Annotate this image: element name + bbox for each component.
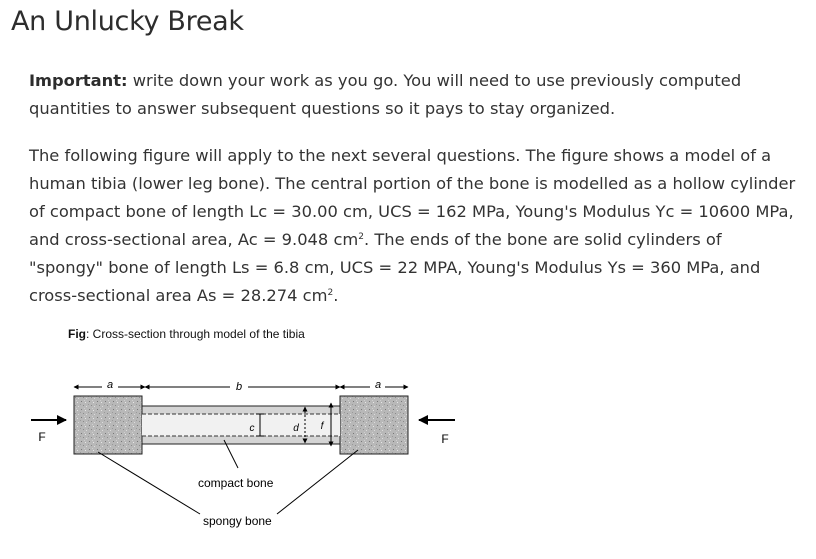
description-part-3: . (333, 286, 339, 305)
description-part-1: The following figure will apply to the next several questions. The figure shows a model of a human tibia (lower leg bone). The central portion of the bone is modelled as a hollow cylinder of compact bone of length Lc = 30.00 cm, UCS = 162 MPa, Young's Modulus Yc = 10600 MPa, and cross-sectional area, Ac = 9.048 cm (29, 146, 796, 249)
figure-caption-label: Fig (68, 327, 86, 341)
dimension-b (145, 381, 340, 393)
description-superscript-2: 2 (327, 288, 334, 298)
figure-description (29, 142, 799, 310)
spongy-bone-left-block (74, 396, 142, 454)
label-f: f (320, 421, 324, 432)
spongy-bone-right-block (340, 396, 408, 454)
label-force-left: F (38, 430, 46, 444)
label-b: b (235, 381, 243, 393)
tibia-figure (0, 320, 500, 559)
important-text: write down your work as you go. You will need to use previously computed quantities to answer subsequent questions so it pays to stay organized. (29, 71, 742, 118)
description-part-2: . The ends of the bone are solid cylinders of "spongy" bone of length Ls = 6.8 cm, UCS = 22 MPA, Young's Modulus Ys = 360 MPa, and cross-sectional area As = 28.274 cm (29, 230, 761, 305)
label-c: c (249, 423, 255, 434)
label-a-right: a (374, 379, 382, 391)
force-arrow-right (419, 420, 455, 446)
label-force-right: F (441, 432, 449, 446)
label-compact-bone: compact bone (198, 476, 274, 490)
dimension-a-left (74, 379, 145, 391)
force-arrow-left (31, 420, 66, 444)
dimension-a-right (340, 379, 408, 391)
page-title: An Unlucky Break (11, 6, 244, 37)
label-d: d (293, 423, 299, 434)
important-label: Important: (29, 71, 128, 90)
spongy-bone-leader-left (98, 452, 200, 514)
spongy-bone-leader-right (277, 450, 358, 514)
important-note (29, 67, 799, 123)
description-superscript-1: 2 (358, 232, 364, 242)
compact-bone-shaft (142, 406, 340, 444)
label-spongy-bone: spongy bone (203, 514, 272, 528)
figure-caption-text: : Cross-section through model of the tibia (86, 327, 305, 341)
label-a-left: a (106, 379, 114, 391)
